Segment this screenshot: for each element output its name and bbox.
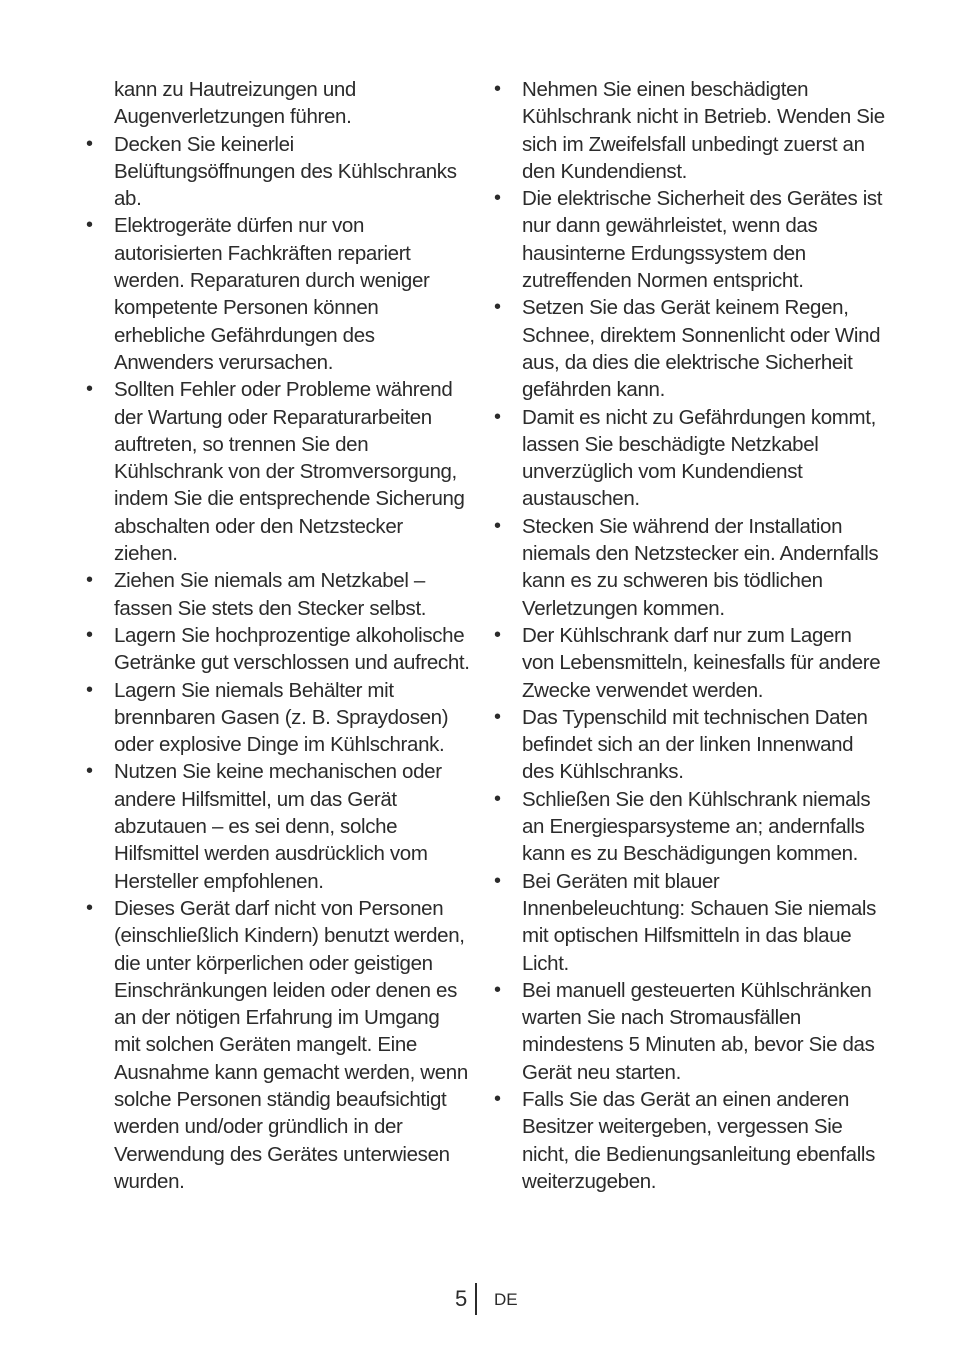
continuation-paragraph	[86, 76, 470, 131]
list-item	[494, 404, 886, 513]
list-item	[494, 977, 886, 1086]
bullet-icon: •	[494, 705, 501, 728]
list-item	[86, 895, 470, 1195]
right-column	[494, 76, 886, 1195]
list-item-text: Damit es nicht zu Gefährdungen kommt, lassen Sie beschädigte Netzkabel unverzüglich vom Kundendienst austauschen.	[522, 405, 876, 511]
list-item-text: Nehmen Sie einen beschädigten Kühlschrank nicht in Betrieb. Wenden Sie sich im Zweifelsfall unbedingt zuerst an den Kundendienst.	[522, 78, 885, 183]
list-item-text: Elektrogeräte dürfen nur von autorisierten Fachkräften repariert werden. Reparaturen durch weniger kompetente Personen können erhebliche Gefährdungen des Anwenders verursachen.	[114, 214, 430, 374]
bullet-icon: •	[86, 132, 93, 155]
list-item-text: Die elektrische Sicherheit des Gerätes ist nur dann gewährleistet, wenn das hausinterne Erdungssystem den zutreffenden Normen entspricht.	[522, 187, 883, 293]
list-item-text: Lagern Sie hochprozentige alkoholische Getränke gut verschlossen und aufrecht.	[114, 623, 470, 675]
bullet-icon: •	[494, 623, 501, 646]
list-item-text: Sollten Fehler oder Probleme während der Wartung oder Reparaturarbeiten auftreten, so trennen Sie den Kühlschrank von der Stromversorgung, indem Sie die entsprechende Sicherung abschalten oder den Netzstecker ziehen.	[114, 378, 465, 566]
list-item	[494, 513, 886, 622]
list-item-text: Der Kühlschrank darf nur zum Lagern von Lebensmitteln, keinesfalls für andere Zwecke verwendet werden.	[522, 623, 881, 702]
list-item	[494, 868, 886, 977]
language-code: DE	[494, 1290, 518, 1309]
bullet-icon: •	[494, 187, 501, 210]
list-item	[86, 622, 470, 677]
left-column	[86, 76, 470, 1195]
bullet-icon: •	[494, 1087, 501, 1110]
bullet-icon: •	[494, 869, 501, 892]
list-item-text: Schließen Sie den Kühlschrank niemals an Energiesparsysteme an; andernfalls kann es zu Beschädigungen kommen.	[522, 787, 871, 866]
list-item	[494, 76, 886, 185]
page-number: 5	[455, 1286, 468, 1311]
bullet-icon: •	[494, 405, 501, 428]
bullet-icon: •	[86, 569, 93, 592]
list-item	[86, 212, 470, 376]
list-item	[494, 622, 886, 704]
list-item	[494, 185, 886, 294]
bullet-icon: •	[86, 214, 93, 237]
list-item-text: Dieses Gerät darf nicht von Personen (einschließlich Kindern) benutzt werden, die unter körperlichen oder geistigen Einschränkungen leiden oder denen es an der nötigen Erfahrung im Umgang mit solchen Geräten mangelt. Eine Ausnahme kann gemacht werden, wenn solche Personen ständig beaufsichtigt werden und/oder gründlich in der Verwendung des Gerätes unterwiesen wurden.	[114, 896, 468, 1193]
footer-divider	[475, 1283, 477, 1315]
bullet-icon: •	[494, 296, 501, 319]
bullet-icon: •	[86, 678, 93, 701]
list-item-text: Stecken Sie während der Installation niemals den Netzstecker ein. Andernfalls kann es zu schweren bis tödlichen Verletzungen kommen.	[522, 514, 879, 620]
page-footer	[0, 1285, 954, 1315]
list-item	[86, 376, 470, 567]
bullet-icon: •	[86, 378, 93, 401]
list-item-text: Nutzen Sie keine mechanischen oder andere Hilfsmittel, um das Gerät abzutauen – es sei denn, solche Hilfsmittel werden ausdrücklich vom Hersteller empfohlenen.	[114, 760, 442, 893]
list-item-text: Bei Geräten mit blauer Innenbeleuchtung: Schauen Sie niemals mit optischen Hilfsmitteln in das blaue Licht.	[522, 869, 877, 975]
list-item	[86, 567, 470, 622]
list-item	[494, 294, 886, 403]
bullet-icon: •	[494, 978, 501, 1001]
list-item	[86, 758, 470, 894]
bullet-icon: •	[86, 623, 93, 646]
list-item	[86, 677, 470, 759]
bullet-icon: •	[494, 78, 501, 100]
list-item-text: Lagern Sie niemals Behälter mit brennbaren Gasen (z. B. Spraydosen) oder explosive Dinge im Kühlschrank.	[114, 678, 449, 757]
list-item-text: Das Typenschild mit technischen Daten befindet sich an der linken Innenwand des Kühlschranks.	[522, 705, 868, 784]
bullet-icon: •	[86, 896, 93, 919]
continuation-text: kann zu Hautreizungen und Augenverletzungen führen.	[114, 78, 356, 129]
bullet-icon: •	[494, 514, 501, 537]
list-item	[494, 1086, 886, 1195]
list-item-text: Decken Sie keinerlei Belüftungsöffnungen des Kühlschranks ab.	[114, 132, 457, 211]
list-item	[86, 131, 470, 213]
list-item-text: Setzen Sie das Gerät keinem Regen, Schnee, direktem Sonnenlicht oder Wind aus, da dies die elektrische Sicherheit gefährden kann.	[522, 296, 881, 402]
list-item-text: Ziehen Sie niemals am Netzkabel – fassen Sie stets den Stecker selbst.	[114, 569, 427, 620]
list-item-text: Bei manuell gesteuerten Kühlschränken warten Sie nach Stromausfällen mindestens 5 Minuten ab, bevor Sie das Gerät neu starten.	[522, 978, 875, 1084]
list-item-text: Falls Sie das Gerät an einen anderen Besitzer weitergeben, vergessen Sie nicht, die Bedienungsanleitung ebenfalls weiterzugeben.	[522, 1087, 875, 1193]
list-item	[494, 786, 886, 868]
list-item	[494, 704, 886, 786]
bullet-icon: •	[494, 787, 501, 810]
bullet-icon: •	[86, 760, 93, 783]
